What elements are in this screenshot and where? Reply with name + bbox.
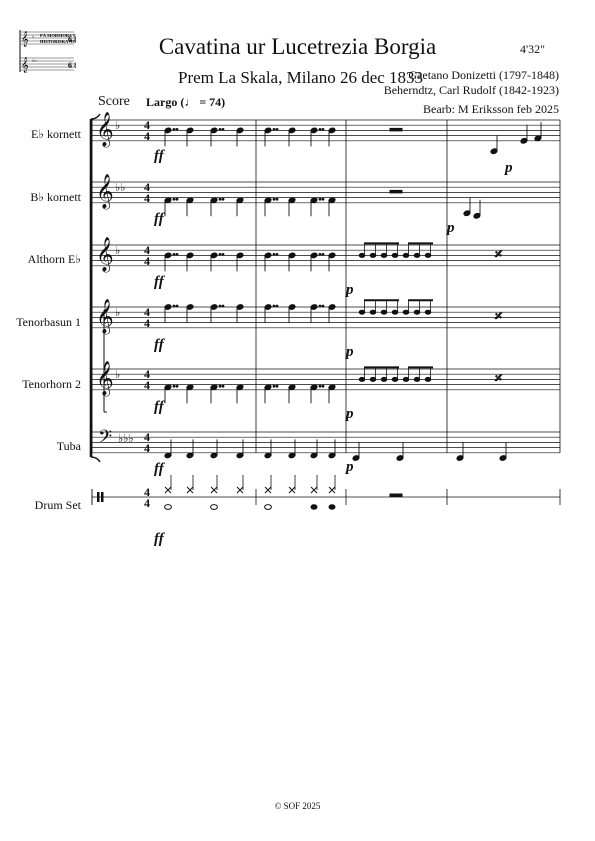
augmentation-dot xyxy=(273,254,275,256)
augmentation-dot xyxy=(276,129,278,131)
treble-clef: 𝄞 xyxy=(96,113,114,146)
note-head xyxy=(414,253,420,257)
percussion-clef xyxy=(101,492,104,502)
augmentation-dot xyxy=(173,385,175,387)
dynamic-marking: ff xyxy=(154,211,164,227)
svg-text:𝄞: 𝄞 xyxy=(21,31,29,46)
dynamic-marking: p xyxy=(346,344,354,360)
bass-clef: 𝄢 xyxy=(98,426,113,451)
note-head xyxy=(392,253,398,257)
augmentation-dot xyxy=(173,198,175,200)
augmentation-dot xyxy=(276,198,278,200)
composer-line-2: Beherndtz, Carl Rudolf (1842-1923) xyxy=(383,83,559,97)
measure-repeat-sign: 𝄎 xyxy=(495,372,502,387)
time-signature-bottom: 4 xyxy=(144,496,150,510)
augmentation-dot xyxy=(222,305,224,307)
score-title: Cavatina ur Lucetrezia Borgia xyxy=(158,34,437,59)
dynamic-marking: ff xyxy=(154,148,164,164)
instrument-name-drum-set: Drum Set xyxy=(34,498,81,512)
augmentation-dot xyxy=(322,385,324,387)
augmentation-dot xyxy=(273,129,275,131)
augmentation-dot xyxy=(273,385,275,387)
augmentation-dot xyxy=(173,129,175,131)
preview-stamp-line1: PÅ MORMORS T xyxy=(40,33,76,38)
augmentation-dot xyxy=(322,198,324,200)
svg-text:♭♭: ♭♭ xyxy=(32,59,37,64)
augmentation-dot xyxy=(176,254,178,256)
note-head xyxy=(425,253,431,257)
augmentation-dot xyxy=(273,198,275,200)
whole-rest xyxy=(390,190,402,193)
note-head xyxy=(392,310,398,314)
dynamic-marking: p xyxy=(505,160,513,176)
time-signature-top: 4 xyxy=(144,485,150,499)
time-signature-bottom: 4 xyxy=(144,129,150,143)
whole-rest xyxy=(390,128,402,131)
svg-text:6 8: 6 8 xyxy=(68,61,76,70)
note-head xyxy=(370,310,376,314)
augmentation-dot xyxy=(176,129,178,131)
augmentation-dot xyxy=(319,305,321,307)
augmentation-dot xyxy=(319,254,321,256)
note-head xyxy=(359,310,365,314)
augmentation-dot xyxy=(219,254,221,256)
time-signature-top: 4 xyxy=(144,243,150,257)
augmentation-dot xyxy=(319,198,321,200)
augmentation-dot xyxy=(219,198,221,200)
augmentation-dot xyxy=(222,254,224,256)
instrument-name-eb-cornet: E♭ kornett xyxy=(31,127,81,141)
dynamic-marking: ff xyxy=(154,531,164,547)
note-head xyxy=(425,310,431,314)
whole-rest xyxy=(390,494,402,497)
treble-clef: 𝄞 xyxy=(96,238,114,271)
instrument-name-tenor-horn-2: Tenorhorn 2 xyxy=(22,377,81,391)
augmentation-dot xyxy=(173,305,175,307)
dynamic-marking: ff xyxy=(154,399,164,415)
augmentation-dot xyxy=(319,385,321,387)
percussion-clef xyxy=(97,492,100,502)
note-head xyxy=(414,377,420,381)
augmentation-dot xyxy=(219,129,221,131)
augmentation-dot xyxy=(219,305,221,307)
svg-text:♭: ♭ xyxy=(32,35,35,40)
dynamic-marking: p xyxy=(346,459,354,475)
time-signature-bottom: 4 xyxy=(144,191,150,205)
augmentation-dot xyxy=(322,305,324,307)
instrument-name-tenor-tuba-1: Tenorbasun 1 xyxy=(16,315,81,329)
augmentation-dot xyxy=(176,385,178,387)
note-head xyxy=(359,377,365,381)
time-signature-bottom: 4 xyxy=(144,316,150,330)
time-signature-bottom: 4 xyxy=(144,378,150,392)
time-signature-top: 4 xyxy=(144,367,150,381)
dynamic-marking: ff xyxy=(154,461,164,477)
tempo-marking: Largo (♩ = 74) xyxy=(146,95,226,109)
augmentation-dot xyxy=(173,254,175,256)
svg-text:𝄞: 𝄞 xyxy=(21,57,29,72)
score-label: Score xyxy=(98,94,130,109)
instrument-name-bb-cornet: B♭ kornett xyxy=(30,190,81,204)
time-signature-bottom: 4 xyxy=(144,254,150,268)
augmentation-dot xyxy=(222,198,224,200)
augmentation-dot xyxy=(222,385,224,387)
dynamic-marking: p xyxy=(346,282,354,298)
measure-repeat-sign: 𝄎 xyxy=(495,310,502,325)
augmentation-dot xyxy=(222,129,224,131)
note-head xyxy=(392,377,398,381)
dynamic-marking: ff xyxy=(154,274,164,290)
treble-clef: 𝄞 xyxy=(96,362,114,395)
half-note-head xyxy=(211,505,218,510)
arranger-credit: Bearb: M Eriksson feb 2025 xyxy=(423,102,559,116)
augmentation-dot xyxy=(322,254,324,256)
note-head xyxy=(329,505,335,509)
half-note-head xyxy=(165,505,172,510)
preview-stamp-line2: HISTORISKA NO xyxy=(40,39,76,44)
time-signature-bottom: 4 xyxy=(144,441,150,455)
dynamic-marking: p xyxy=(346,406,354,422)
note-head xyxy=(311,505,317,509)
note-head xyxy=(381,377,387,381)
time-signature-top: 4 xyxy=(144,430,150,444)
treble-clef: 𝄞 xyxy=(96,175,114,208)
instrument-name-tuba: Tuba xyxy=(56,439,81,453)
time-signature-top: 4 xyxy=(144,180,150,194)
note-head xyxy=(403,310,409,314)
note-head xyxy=(370,377,376,381)
half-note-head xyxy=(265,505,272,510)
augmentation-dot xyxy=(276,385,278,387)
duration-label: 4'32" xyxy=(520,42,546,56)
augmentation-dot xyxy=(273,305,275,307)
note-head xyxy=(370,253,376,257)
key-signature: ♭ xyxy=(115,245,121,257)
augmentation-dot xyxy=(319,129,321,131)
time-signature-top: 4 xyxy=(144,118,150,132)
composer-line-1: Gaetano Donizetti (1797-1848) xyxy=(408,68,559,82)
svg-text:6 8: 6 8 xyxy=(68,35,76,44)
dynamic-marking: ff xyxy=(154,337,164,353)
score-subtitle: Prem La Skala, Milano 26 dec 1833 xyxy=(178,68,424,87)
note-head xyxy=(414,310,420,314)
augmentation-dot xyxy=(322,129,324,131)
page-footer: © SOF 2025 xyxy=(274,801,321,811)
note-head xyxy=(381,310,387,314)
key-signature: ♭♭ xyxy=(115,182,126,194)
key-signature: ♭♭♭ xyxy=(118,433,134,445)
augmentation-dot xyxy=(176,198,178,200)
time-signature-top: 4 xyxy=(144,305,150,319)
measure-repeat-sign: 𝄎 xyxy=(495,248,502,263)
note-head xyxy=(425,377,431,381)
instrument-name-althorn: Althorn E♭ xyxy=(27,252,81,266)
augmentation-dot xyxy=(176,305,178,307)
note-head xyxy=(403,253,409,257)
augmentation-dot xyxy=(276,305,278,307)
key-signature: ♭ xyxy=(115,120,121,132)
key-signature: ♭ xyxy=(115,369,121,381)
augmentation-dot xyxy=(219,385,221,387)
augmentation-dot xyxy=(276,254,278,256)
note-head xyxy=(403,377,409,381)
treble-clef: 𝄞 xyxy=(96,300,114,333)
key-signature: ♭ xyxy=(115,307,121,319)
note-head xyxy=(381,253,387,257)
note-head xyxy=(359,253,365,257)
dynamic-marking: p xyxy=(447,220,455,236)
